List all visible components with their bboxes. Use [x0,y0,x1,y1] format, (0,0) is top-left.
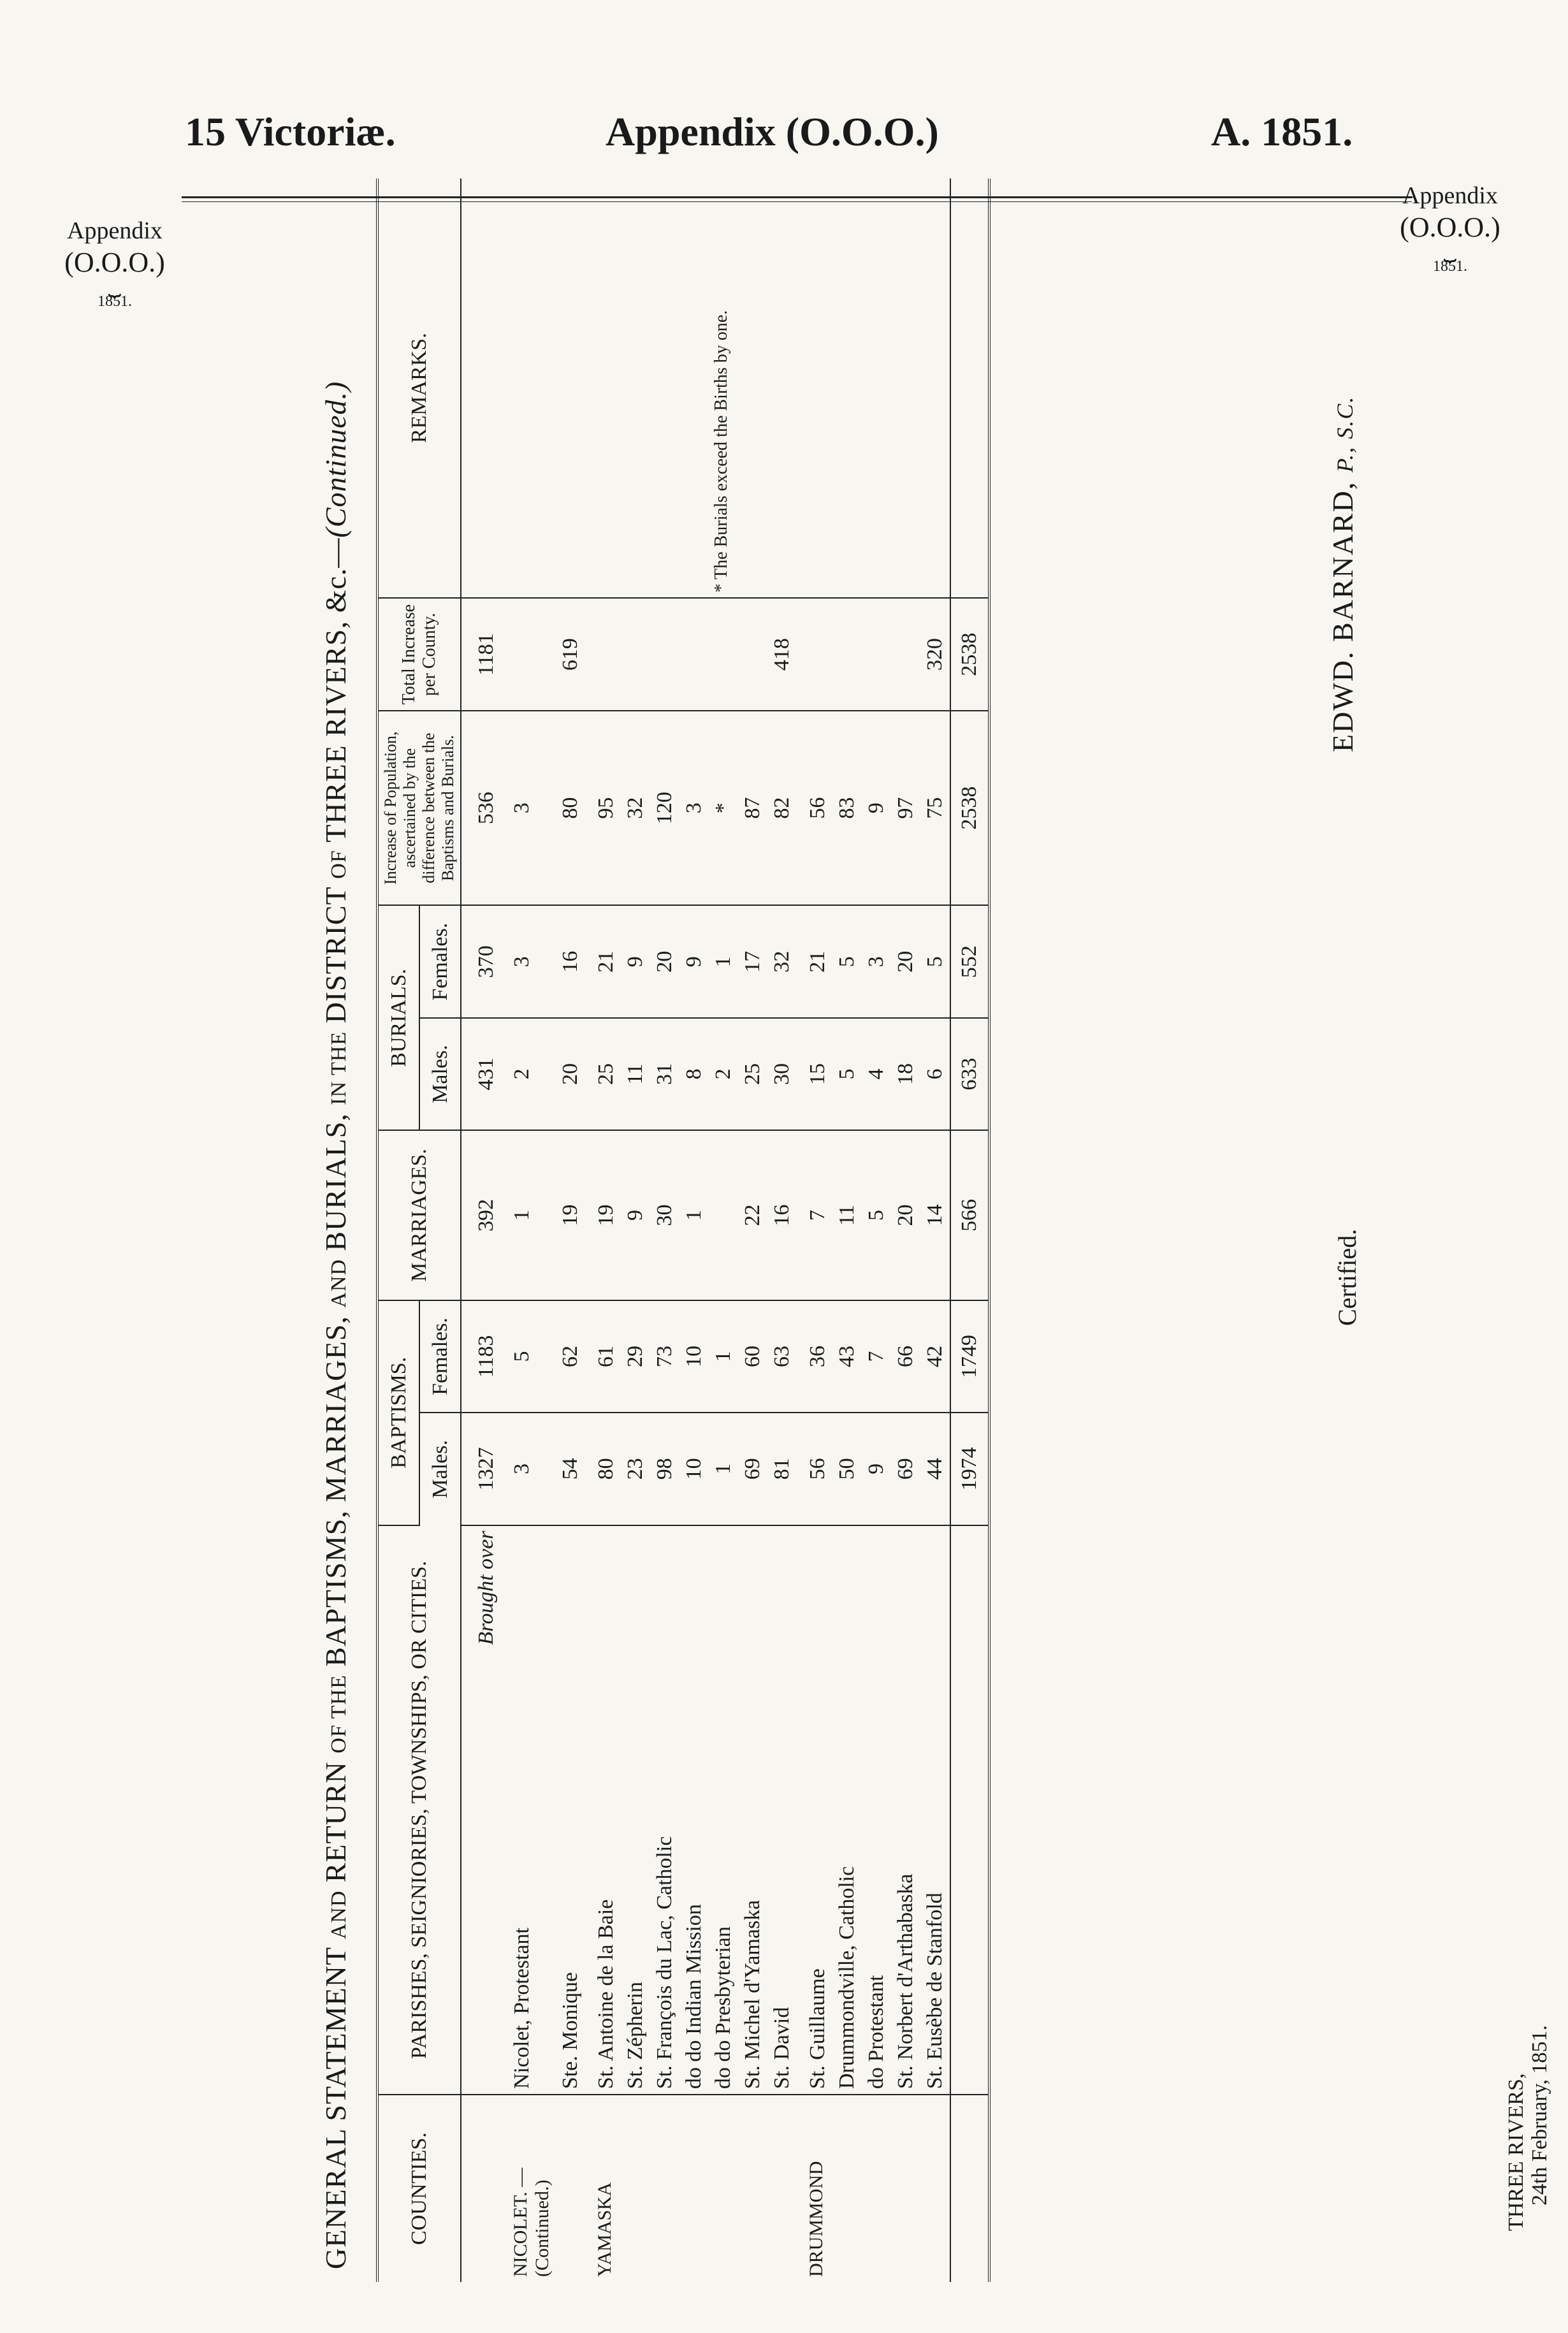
cell-bap_f: 7 [862,1300,891,1413]
table-row-totals [950,178,989,2282]
cell-bur_f: 3 [862,906,891,1018]
cell-bur_m: 20 [556,1018,585,1130]
cell-bur_m: 30 [767,1018,797,1130]
cell-bap_m: 44 [920,1413,950,1525]
cell-bap_f: 36 [797,1300,832,1413]
cell-bap_m: 56 [797,1413,832,1525]
certified-label: Certified. [1333,1228,1361,1326]
col-burials-males: Males. [419,1018,461,1130]
remark-cell [556,178,585,598]
cell-bur_f: 9 [679,906,709,1018]
table-title: GENERAL STATEMENT AND RETURN OF THE BAPTISMS, MARRIAGES, AND BURIALS, IN THE DISTRICT OF THREE RIVERS, &c.—(Continued.) [319,381,352,2269]
cell-total [738,598,767,710]
remark-cell: * The Burials exceed the Births by one. [709,178,738,598]
margin-left-line1: Appendix [67,217,163,244]
cell-bap_f: 63 [767,1300,797,1413]
cell-mar: 30 [650,1130,679,1300]
margin-right-line1: Appendix [1402,182,1498,209]
cell-mar: 20 [891,1130,920,1300]
cell-total [832,598,862,710]
col-burials-females: Females. [419,906,461,1018]
cell-total [621,598,650,710]
cell-bur_f: 1 [709,906,738,1018]
cell-bur_m: 2 [501,1018,556,1130]
cell: 1327 [461,1413,501,1525]
cell-bap_f: 1 [709,1300,738,1413]
cell-bur_m: 11 [621,1018,650,1130]
remark-cell [679,178,709,598]
cell-bap_m: 69 [738,1413,767,1525]
place-date [1504,2025,1552,2231]
cell-bur_m: 2 [709,1018,738,1130]
total-bur-m: 633 [950,1018,989,1130]
cell-bur_f: 17 [738,906,767,1018]
cell-bur_m: 31 [650,1018,679,1130]
table-row [585,178,621,2282]
remark-cell [797,178,832,598]
cell: 1183 [461,1300,501,1413]
col-baptisms: BAPTISMS. [377,1300,419,1525]
cell-total [650,598,679,710]
county-cell: DRUMMOND [806,2161,827,2277]
cell-total: 320 [920,598,950,710]
cell: 431 [461,1018,501,1130]
cell-total [501,598,556,710]
cell-bap_f: 66 [891,1300,920,1413]
parish-cell: Nicolet, Protestant [501,1525,556,2095]
cell-bap_m: 9 [862,1413,891,1525]
parish-cell: St. Norbert d'Arthabaska [891,1525,920,2095]
date: 24th February, 1851. [1528,2025,1552,2206]
remark-cell [621,178,650,598]
table-row [891,178,920,2282]
table-row [738,178,767,2282]
cell-total [797,598,832,710]
cell-total [862,598,891,710]
county-cell: NICOLET. — (Continued.) [510,2167,553,2277]
cell: 370 [461,906,501,1018]
cell-mar: 7 [797,1130,832,1300]
cell-bap_m: 50 [832,1413,862,1525]
cell-bur_m: 15 [797,1018,832,1130]
cell-inc: 82 [767,711,797,906]
cell-bur_f: 16 [556,906,585,1018]
table-row [709,178,738,2282]
cell-bap_f: 62 [556,1300,585,1413]
county-cell [650,2095,679,2282]
table-row [621,178,650,2282]
cell-bur_m: 25 [585,1018,621,1130]
cell-total [585,598,621,710]
cell-inc: 32 [621,711,650,906]
margin-right-line2: (O.O.O.) [1400,211,1500,243]
cell-bur_m: 4 [862,1018,891,1130]
cell-bap_f: 10 [679,1300,709,1413]
remark-cell [501,178,556,598]
col-parishes: PARISHES, SEIGNIORIES, TOWNSHIPS, OR CITIES. [377,1525,461,2095]
parish-cell: Ste. Monique [556,1525,585,2095]
margin-right-brace: ⏟ [1443,238,1457,263]
cell-bur_f: 20 [650,906,679,1018]
remark-cell [832,178,862,598]
cell-bur_f: 21 [797,906,832,1018]
cell-inc: 87 [738,711,767,906]
parish-cell: St. Michel d'Yamaska [738,1525,767,2095]
cell-bur_f: 3 [501,906,556,1018]
county-cell [832,2095,862,2282]
cell-total: 619 [556,598,585,710]
col-marriages: MARRIAGES. [377,1130,461,1300]
cell-bap_f: 73 [650,1300,679,1413]
col-baptisms-males: Males. [419,1413,461,1525]
table-row [679,178,709,2282]
cell-bap_m: 10 [679,1413,709,1525]
county-cell [920,2095,950,2282]
cell-bap_m: 23 [621,1413,650,1525]
cell-inc: 120 [650,711,679,906]
county-cell [679,2095,709,2282]
col-increase: Increase of Population, ascertained by the difference between the Baptisms and Burials. [377,711,461,906]
cell-bap_m: 3 [501,1413,556,1525]
cell-bap_f: 42 [920,1300,950,1413]
parish-cell: do do Presbyterian [709,1525,738,2095]
cell-total [709,598,738,710]
cell: 1181 [461,598,501,710]
parish-cell: St. David [767,1525,797,2095]
margin-note-left [51,217,178,311]
col-burials: BURIALS. [377,906,419,1131]
table-row [501,178,556,2282]
header-left: 15 Victoriæ. [185,109,396,154]
remark-cell [738,178,767,598]
rotated-return-table-block [319,178,1568,2282]
total-bap-f: 1749 [950,1300,989,1413]
cell-inc: 3 [679,711,709,906]
cell-bap_f: 43 [832,1300,862,1413]
cell-bur_m: 25 [738,1018,767,1130]
cell-bap_m: 81 [767,1413,797,1525]
remark-cell [891,178,920,598]
table-row [862,178,891,2282]
county-cell: YAMASKA [594,2182,615,2277]
signature [1326,396,1360,752]
cell-bap_f: 60 [738,1300,767,1413]
total-inc: 2538 [950,711,989,906]
cell-mar: 5 [862,1130,891,1300]
county-cell [891,2095,920,2282]
cell-total [679,598,709,710]
cell-inc: 56 [797,711,832,906]
cell-bur_f: 9 [621,906,650,1018]
col-baptisms-females: Females. [419,1300,461,1413]
table-row [767,178,797,2282]
cell-bap_f: 5 [501,1300,556,1413]
cell-bur_m: 18 [891,1018,920,1130]
cell-bap_m: 69 [891,1413,920,1525]
cell-bap_m: 1 [709,1413,738,1525]
remark-cell [585,178,621,598]
table-row [832,178,862,2282]
table-row [650,178,679,2282]
parish-cell: St. Eusèbe de Stanfold [920,1525,950,2095]
total-mar: 566 [950,1130,989,1300]
cell-inc: 75 [920,711,950,906]
cell-mar: 9 [621,1130,650,1300]
cell-mar [709,1130,738,1300]
cell-bap_f: 61 [585,1300,621,1413]
cell-inc: 3 [501,711,556,906]
parish-cell: St. François du Lac, Catholic [650,1525,679,2095]
cell-total [891,598,920,710]
brought-over-label: Brought over [461,1525,501,2095]
margin-right-year: 1851. [1433,258,1467,275]
cell-bur_m: 5 [832,1018,862,1130]
table-row [556,178,585,2282]
return-table [376,178,991,2282]
cell-mar: 1 [501,1130,556,1300]
col-remarks: REMARKS. [377,178,461,598]
cell-bap_m: 98 [650,1413,679,1525]
total-bur-f: 552 [950,906,989,1018]
cell: 536 [461,711,501,906]
header-right: A. 1851. [1211,109,1353,154]
parish-cell: do Protestant [862,1525,891,2095]
cell-inc: 9 [862,711,891,906]
signature-name: EDWD. BARNARD, [1326,481,1359,752]
county-cell [556,2095,585,2282]
cell-mar: 16 [767,1130,797,1300]
remark-cell [862,178,891,598]
cell-mar: 14 [920,1130,950,1300]
cell-mar: 19 [585,1130,621,1300]
cell-mar: 11 [832,1130,862,1300]
county-cell [767,2095,797,2282]
parish-cell: St. Zépherin [621,1525,650,2095]
cell-mar: 19 [556,1130,585,1300]
cell-bur_f: 20 [891,906,920,1018]
signature-title: P., S.C. [1332,395,1358,473]
county-cell [862,2095,891,2282]
table-body [461,178,950,2282]
parish-cell: St. Guillaume [797,1525,832,2095]
parish-cell: do do Indian Mission [679,1525,709,2095]
table-row-brought-over [461,178,501,2282]
table-row [797,178,832,2282]
cell-bap_f: 29 [621,1300,650,1413]
county-cell [621,2095,650,2282]
col-counties: COUNTIES. [377,2095,461,2282]
header-center: Appendix (O.O.O.) [606,109,939,154]
cell-bur_m: 8 [679,1018,709,1130]
remark-cell [767,178,797,598]
cell-inc: 83 [832,711,862,906]
total-bap-m: 1974 [950,1413,989,1525]
remark-cell [650,178,679,598]
total-total: 2538 [950,598,989,710]
cell-bur_f: 21 [585,906,621,1018]
cell-inc: * [709,711,738,906]
county-cell [738,2095,767,2282]
parish-cell: Drummondville, Catholic [832,1525,862,2095]
cell-mar: 1 [679,1130,709,1300]
place: THREE RIVERS, [1504,2073,1528,2231]
margin-left-year: 1851. [98,293,132,310]
cell-mar: 22 [738,1130,767,1300]
cell-bur_f: 32 [767,906,797,1018]
cell-bap_m: 80 [585,1413,621,1525]
remark-cell [920,178,950,598]
cell-bur_f: 5 [920,906,950,1018]
cell-inc: 97 [891,711,920,906]
cell-bur_m: 6 [920,1018,950,1130]
cell-bap_m: 54 [556,1413,585,1525]
margin-left-brace: ⏟ [108,273,122,298]
cell-inc: 95 [585,711,621,906]
county-cell [709,2095,738,2282]
margin-left-line2: (O.O.O.) [64,246,165,278]
cell-bur_f: 5 [832,906,862,1018]
table-row [920,178,950,2282]
cell-total: 418 [767,598,797,710]
col-total-increase: Total Increase per County. [377,598,461,710]
parish-cell: St. Antoine de la Baie [585,1525,621,2095]
cell-inc: 80 [556,711,585,906]
cell: 392 [461,1130,501,1300]
